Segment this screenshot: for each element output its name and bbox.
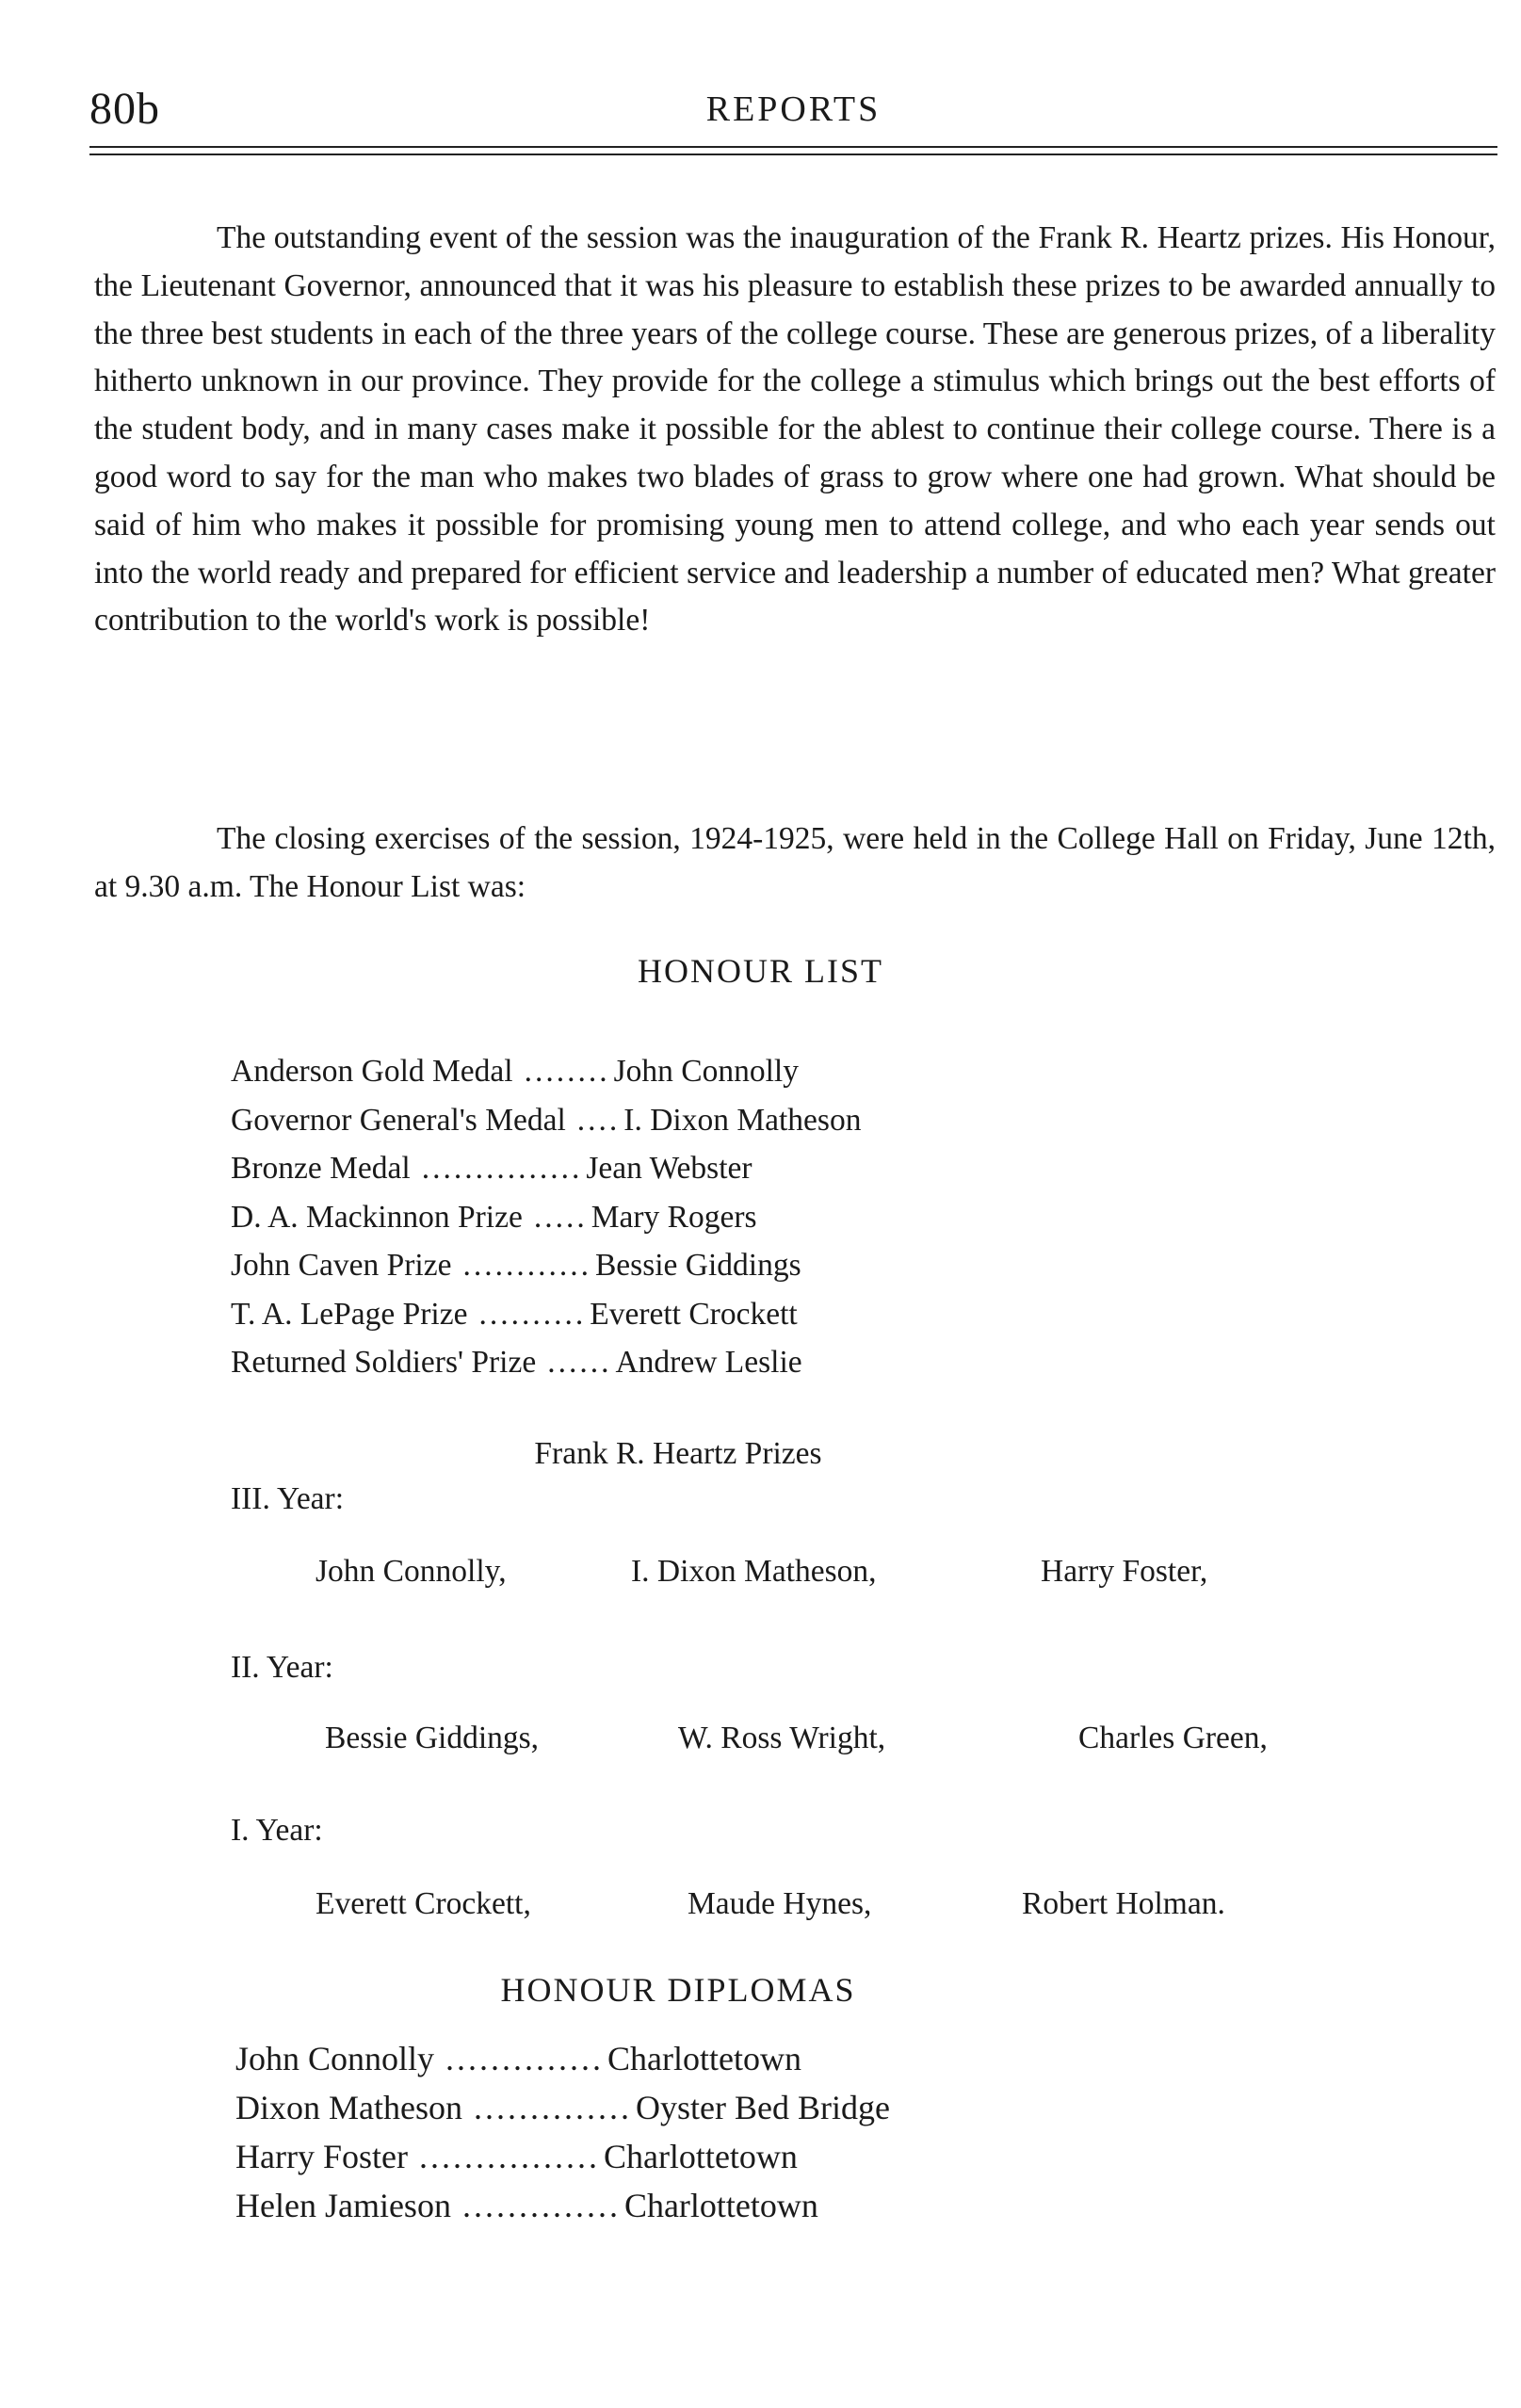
- year-label-first: I. Year:: [231, 1813, 323, 1848]
- prize-winner: Maude Hynes,: [688, 1886, 872, 1921]
- header-rule-second: [89, 154, 1497, 155]
- leader-dots: ........: [524, 1054, 610, 1089]
- prize-winner: Everett Crockett,: [316, 1886, 531, 1921]
- running-head: [89, 83, 1497, 149]
- page-number: 80b: [89, 84, 160, 134]
- award-name: T. A. LePage Prize: [231, 1296, 468, 1332]
- diploma-name: Helen Jamieson: [235, 2187, 451, 2224]
- award-winner: John Connolly: [613, 1054, 799, 1089]
- leader-dots: ................: [418, 2138, 600, 2175]
- leader-dots: ..........: [478, 1296, 587, 1332]
- award-name: Governor General's Medal: [231, 1102, 566, 1138]
- diploma-place: Charlottetown: [623, 2187, 818, 2224]
- leader-dots: .....: [533, 1199, 588, 1235]
- award-row: [231, 1193, 1173, 1242]
- award-row: [231, 1096, 1173, 1145]
- leader-dots: ..............: [461, 2187, 621, 2224]
- diploma-name: Dixon Matheson: [235, 2089, 462, 2126]
- diploma-name: Harry Foster: [235, 2138, 408, 2175]
- paragraph-heartz-prizes: The outstanding event of the session was the inauguration of the Frank R. Heartz prizes. His Honour, the Lieutenant Governor, announced that it was his pleasure to establish these prizes to be awarded annually to the three best students in each of the three years of the college course. These are generous prizes, of a liberality hitherto unknown in our province. They provide for the college a stimulus which brings out the best efforts of the student body, and in many cases make it possible for the ablest to continue their college course. There is a good word to say for the man who makes two blades of grass to grow where one had grown. What should be said of him who makes it possible for promising young men to attend college, and who each year sends out into the world ready and prepared for efficient service and leadership a number of educated men? What greater contribution to the world's work is possible!: [94, 220, 1496, 638]
- award-winner: Bessie Giddings: [594, 1248, 801, 1283]
- diploma-row: [235, 2132, 1177, 2181]
- award-row: [231, 1047, 1173, 1096]
- prize-winner: Harry Foster,: [1041, 1554, 1208, 1589]
- honour-diplomas-heading: HONOUR DIPLOMAS: [500, 1971, 856, 2009]
- award-winner: Everett Crockett: [590, 1296, 798, 1332]
- diploma-place: Charlottetown: [607, 2040, 801, 2077]
- leader-dots: ...............: [421, 1151, 583, 1186]
- prize-winner: Charles Green,: [1078, 1721, 1268, 1755]
- award-name: John Caven Prize: [231, 1248, 452, 1283]
- award-winner: Andrew Leslie: [615, 1345, 802, 1380]
- prize-winner: Bessie Giddings,: [325, 1721, 540, 1755]
- award-row: [231, 1290, 1173, 1339]
- prize-winner: Robert Holman.: [1022, 1886, 1225, 1921]
- award-name: Bronze Medal: [231, 1151, 411, 1186]
- diploma-place: Oyster Bed Bridge: [635, 2089, 890, 2126]
- prize-winner: John Connolly,: [316, 1554, 507, 1589]
- diploma-row: [235, 2181, 1177, 2230]
- award-winner: Jean Webster: [586, 1151, 752, 1186]
- award-winner: Mary Rogers: [591, 1199, 757, 1235]
- prize-winner: I. Dixon Matheson,: [631, 1554, 877, 1589]
- award-row: [231, 1241, 1173, 1290]
- award-row: [231, 1338, 1173, 1387]
- leader-dots: ..............: [473, 2089, 632, 2126]
- diploma-row: [235, 2083, 1177, 2132]
- award-name: Anderson Gold Medal: [231, 1054, 513, 1089]
- award-name: D. A. Mackinnon Prize: [231, 1199, 523, 1235]
- leader-dots: ....: [576, 1102, 621, 1138]
- heartz-prizes-title: Frank R. Heartz Prizes: [534, 1436, 822, 1471]
- paragraph-closing-exercises: The closing exercises of the session, 1924-1925, were held in the College Hall on Friday, June 12th, at 9.30 a.m. The Honour List was:: [94, 821, 1496, 904]
- award-winner: I. Dixon Matheson: [623, 1102, 862, 1138]
- award-name: Returned Soldiers' Prize: [231, 1345, 537, 1380]
- prize-winner: W. Ross Wright,: [678, 1721, 886, 1755]
- diploma-name: John Connolly: [235, 2040, 435, 2077]
- year-winners-third: [316, 1554, 1351, 1601]
- leader-dots: ......: [547, 1345, 612, 1380]
- honour-list-heading: HONOUR LIST: [638, 952, 883, 990]
- award-row: [231, 1144, 1173, 1193]
- leader-dots: ............: [462, 1248, 591, 1283]
- header-title: REPORTS: [705, 89, 882, 129]
- header-rule: [89, 146, 1497, 148]
- honour-award-list: [231, 1047, 1173, 1387]
- diploma-row: [235, 2034, 1177, 2083]
- diploma-place: Charlottetown: [603, 2138, 798, 2175]
- year-winners-first: [316, 1886, 1351, 1933]
- honour-diplomas-list: [235, 2034, 1177, 2230]
- year-winners-second: [316, 1721, 1351, 1768]
- leader-dots: ..............: [445, 2040, 605, 2077]
- year-label-third: III. Year:: [231, 1481, 345, 1516]
- year-label-second: II. Year:: [231, 1650, 333, 1685]
